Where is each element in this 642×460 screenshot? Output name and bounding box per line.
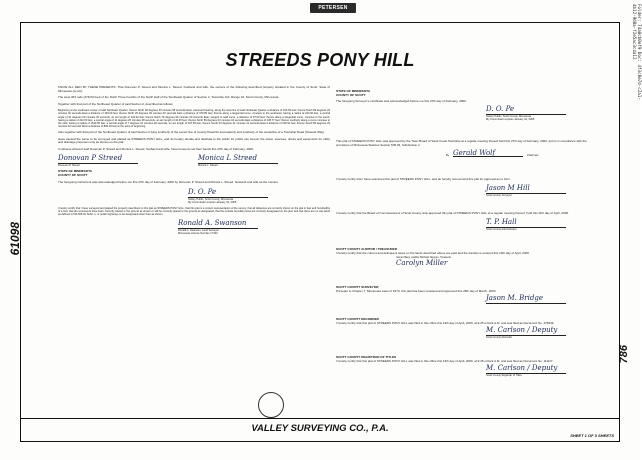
registrar-section — [336, 356, 598, 377]
form-review-section — [336, 178, 598, 197]
surveyor-ack-section — [336, 90, 598, 121]
surveyor-certificate: I hereby certify that I have surveyed and platted the property described on this plat as STREEDS PONY HILL; that this plat is a correct representation of the survey; that all distances are correctly shown on the plat in feet and hundredths of a foot; that all monuments have been correctly placed in the ground as shown or will be correctly placed in the ground as designated; that the outside boundary lines are correctly designated on the plat; and that there are no wet lands as defined in MS 505.02 Subd. 1, or public highways to be designated other than as shown. — [58, 206, 330, 216]
auditor-heading: SCOTT COUNTY AUDITOR / TREASURER — [336, 247, 397, 251]
notary-2-signature: D. O. Pe — [486, 105, 515, 114]
recorder-signature-block — [486, 326, 598, 339]
county-surveyor-text: Pursuant to Chapter 7, Minnesota Laws of 1970, this plat has been reviewed and approved this 28th day of March, 2000. — [336, 288, 497, 293]
surveyor-seal — [258, 392, 284, 418]
owner-ack-venue: STATE OF MINNESOTA COUNTY OF SCOTT — [58, 169, 93, 178]
top-stamp-text: PETERSEN — [318, 5, 348, 11]
county-surveyor-section — [336, 286, 598, 304]
notary-1-signature: D. O. Pe — [188, 187, 217, 196]
town-board-signature-row — [446, 149, 598, 157]
surveyor-ack-text: The foregoing Surveyor's certificate was acknowledged before me this 27th day of February, 2000. — [336, 98, 467, 103]
notary-2-block — [486, 105, 598, 121]
signature-line — [486, 303, 566, 304]
town-board-role: Chairman — [527, 154, 539, 158]
top-stamp — [310, 3, 356, 13]
registrar-heading: SCOTT COUNTY REGISTRAR OF TITLES — [336, 355, 397, 359]
town-board-text: This plat of STREEDS PONY HILL was approved by the Town Board of Sand Creek Township at a regular meeting thereof held this 27th day of February, 2000, and is in compliance with the provisions of Minnesota Statutes Section 505.03, Subdivision 2. — [336, 139, 587, 147]
registrar-signature: M. Carlson / Deputy — [486, 364, 558, 373]
owner-1-name: Donovan P. Streed — [58, 164, 80, 168]
witness-clause: In witness whereof said Donovan P. Streed and Monica L. Streed, husband and wife, have hereunto set their hands this 27th day of February, 2000. — [58, 146, 254, 151]
notary-2-name: Notary Public, Scott County, Minnesota My Commission expires January 31, 2005 — [486, 115, 535, 122]
owner-signature-2 — [198, 154, 330, 167]
form-review-name: Scott County Surveyor — [486, 193, 512, 197]
owner-signature-1 — [58, 154, 190, 167]
registrar-signature-block — [486, 364, 598, 377]
recorder-text: I hereby certify that this plat of STREEDS PONY HILL was filed in this office this 13th day of April, 2000, at 9:45 o'clock A.M. and was filed as Document No. 478249. — [336, 320, 555, 325]
owner-2-signature: Monica L Streed — [198, 154, 258, 163]
town-board-by-label: By — [446, 154, 450, 158]
auditor-text: I hereby certify that the current and delinquent taxes on the lands described above are paid and the transfer is entered this 13th day of April, 2000. — [336, 250, 530, 255]
recorder-heading: SCOTT COUNTY RECORDER — [336, 317, 379, 321]
owner-signatures — [58, 154, 330, 167]
dedication-clause: Have caused the same to be surveyed and platted as STREEDS PONY HILL, and do hereby donate and dedicate to the public for public use forever the street, avenues, drives and easements for utility and drainage purposes only as shown on the plat. — [58, 136, 330, 145]
county-board-signature-block — [486, 218, 598, 231]
legal-description-4: Also together with that part of the Northeast Quarter of said Section 2 lying southerly of the center line of County Road 62 and easterly and southerly of the centerline of a Township Road (Streeds Way). — [58, 129, 325, 134]
surveyor-name: Ronald A. Swanson, Land Surveyor Minnesota License Number 17433 — [178, 229, 219, 236]
page-number: 786 — [618, 345, 630, 364]
recorder-section — [336, 318, 598, 339]
owner-acknowledgment: The foregoing instrument was acknowledged before me this 27th day of February, 2000 by Donovan P. Streed and Monica L. Streed, husband and wife as the owners. — [58, 180, 279, 184]
county-surveyor-signature-block — [486, 294, 598, 304]
town-board-signature: Gerald Wolf — [453, 149, 523, 157]
registrar-text: I hereby certify that this plat of STREEDS PONY HILL was filed in this office this 13th day of April, 2000, at 9:45 o'clock A.M. and was filed as Document No. 111117. — [336, 358, 554, 363]
recorder-signature: M. Carlson / Deputy — [486, 326, 558, 335]
registrar-name: Scott County Registrar of Titles — [486, 374, 522, 378]
title-block — [20, 418, 620, 442]
auditor-section — [336, 248, 598, 267]
surveyor-signature: Ronald A. Swanson — [178, 219, 247, 228]
notary-1-name: Notary Public, Scott County, Minnesota My Commission expires January 31, 2005 — [188, 197, 237, 204]
form-review-signature-block — [486, 184, 598, 197]
legal-description-3: Beginning at the southwest corner of said Northeast Quarter; thence North 00 degrees 36 minutes 58 seconds East, assumed bearing, along the west line of said Northeast Quarter a distance of 166.00 feet; thence North 89 degrees 23 minutes 02 seconds East a distance of 139.00 feet; thence North 26 degrees 00 minutes 00 seconds East a distance of 379.85 feet; thence along a tangential curve, concave to the southeast, having a radius of 244.00 feet, a central angle of 31 degrees 00 minutes 00 seconds, an arc length of 132.02 feet; thence North 79 degrees 09 minutes 00 seconds East, tangent to said curve, a distance of 97.00 feet; thence along a tangential curve, concave to the south, having a radius of 222.00 feet, a central angle of 11 degrees 26 minutes 38 seconds, an arc length of 44.35 feet; thence North 89 degrees 23 minutes 02 seconds East a distance of 238.77 feet; thence southerly along a curve concave to the east, having a radius of 1540.00 feet, a central angle of 7 degrees 21 minutes 18 seconds, an arc length of 197.69 feet; thence South 04 degrees 41 minutes 41 seconds East a distance of 109.91 feet; thence South 89 degrees 23 minutes 02 seconds West a distance of 892.04 feet to the point of beginning. — [58, 109, 330, 128]
dedication-intro: KNOW ALL MEN BY THESE PRESENTS: That Donovan P. Streed and Monica L. Streed, husband and wife, the owners of the following described property situated in the County of Scott, State of Minnesota (to-wit): — [58, 85, 330, 93]
firm-name: VALLEY SURVEYING CO., P.A. — [251, 423, 389, 434]
auditor-signature-block — [396, 256, 598, 267]
county-board-name: Scott County Administrator — [486, 227, 517, 231]
legal-description-2: Together with that part of the Northeast Quarter of said Section 2, described as follows: — [58, 101, 174, 106]
county-surveyor-signature: Jason M. Bridge — [486, 294, 543, 303]
owner-1-signature: Donovan P Streed — [58, 154, 123, 163]
auditor-signature: Carolyn Miller — [396, 259, 448, 268]
legal-description-1: The west 363 rods (478.00 feet) of the North Three Fourths of the North Half of the Southeast Quarter of Section 2, Township 114, Range 22, Scott County, Minnesota. — [58, 95, 280, 100]
plat-title: STREEDS PONY HILL — [225, 50, 415, 70]
auditor-names: James Berg, Auditor Michael Nguyen, Treasurer — [396, 256, 452, 260]
county-surveyor-heading: SCOTT COUNTY SURVEYOR — [336, 285, 379, 289]
form-review-text: I hereby certify that I have examined this plat of STREEDS PONY HILL, and do hereby recommend this plat for approval as to form. — [336, 177, 511, 181]
recorder-name: Scott County Recorder — [486, 336, 513, 340]
county-board-text: I hereby certify that the Board of Commissioners of Scott County duly approved this plat of STREEDS PONY HILL at a regular meeting thereof, held this 11th day of April, 2000. — [336, 211, 569, 215]
side-id-label: Folder: 74a8cb0ef9 Doc: 4f3c0e7d-c2a1-4b12-9d8a-f2e5ac3c4a12 — [632, 4, 642, 100]
sheet-number: SHEET 1 OF 3 SHEETS — [570, 433, 614, 438]
notary-1-block — [188, 188, 330, 204]
surveyor-signature-block — [178, 219, 330, 235]
dedication-column — [58, 86, 330, 238]
town-board-section — [336, 140, 598, 157]
surveyor-ack-venue: STATE OF MINNESOTA COUNTY OF SCOTT — [336, 89, 371, 97]
owner-2-name: Monica L. Streed — [198, 164, 218, 168]
county-board-section — [336, 212, 598, 231]
form-review-signature: Jason M Hill — [486, 183, 530, 192]
county-board-signature: T. P. Hall — [486, 217, 517, 226]
document-number: 61098 — [8, 222, 22, 256]
